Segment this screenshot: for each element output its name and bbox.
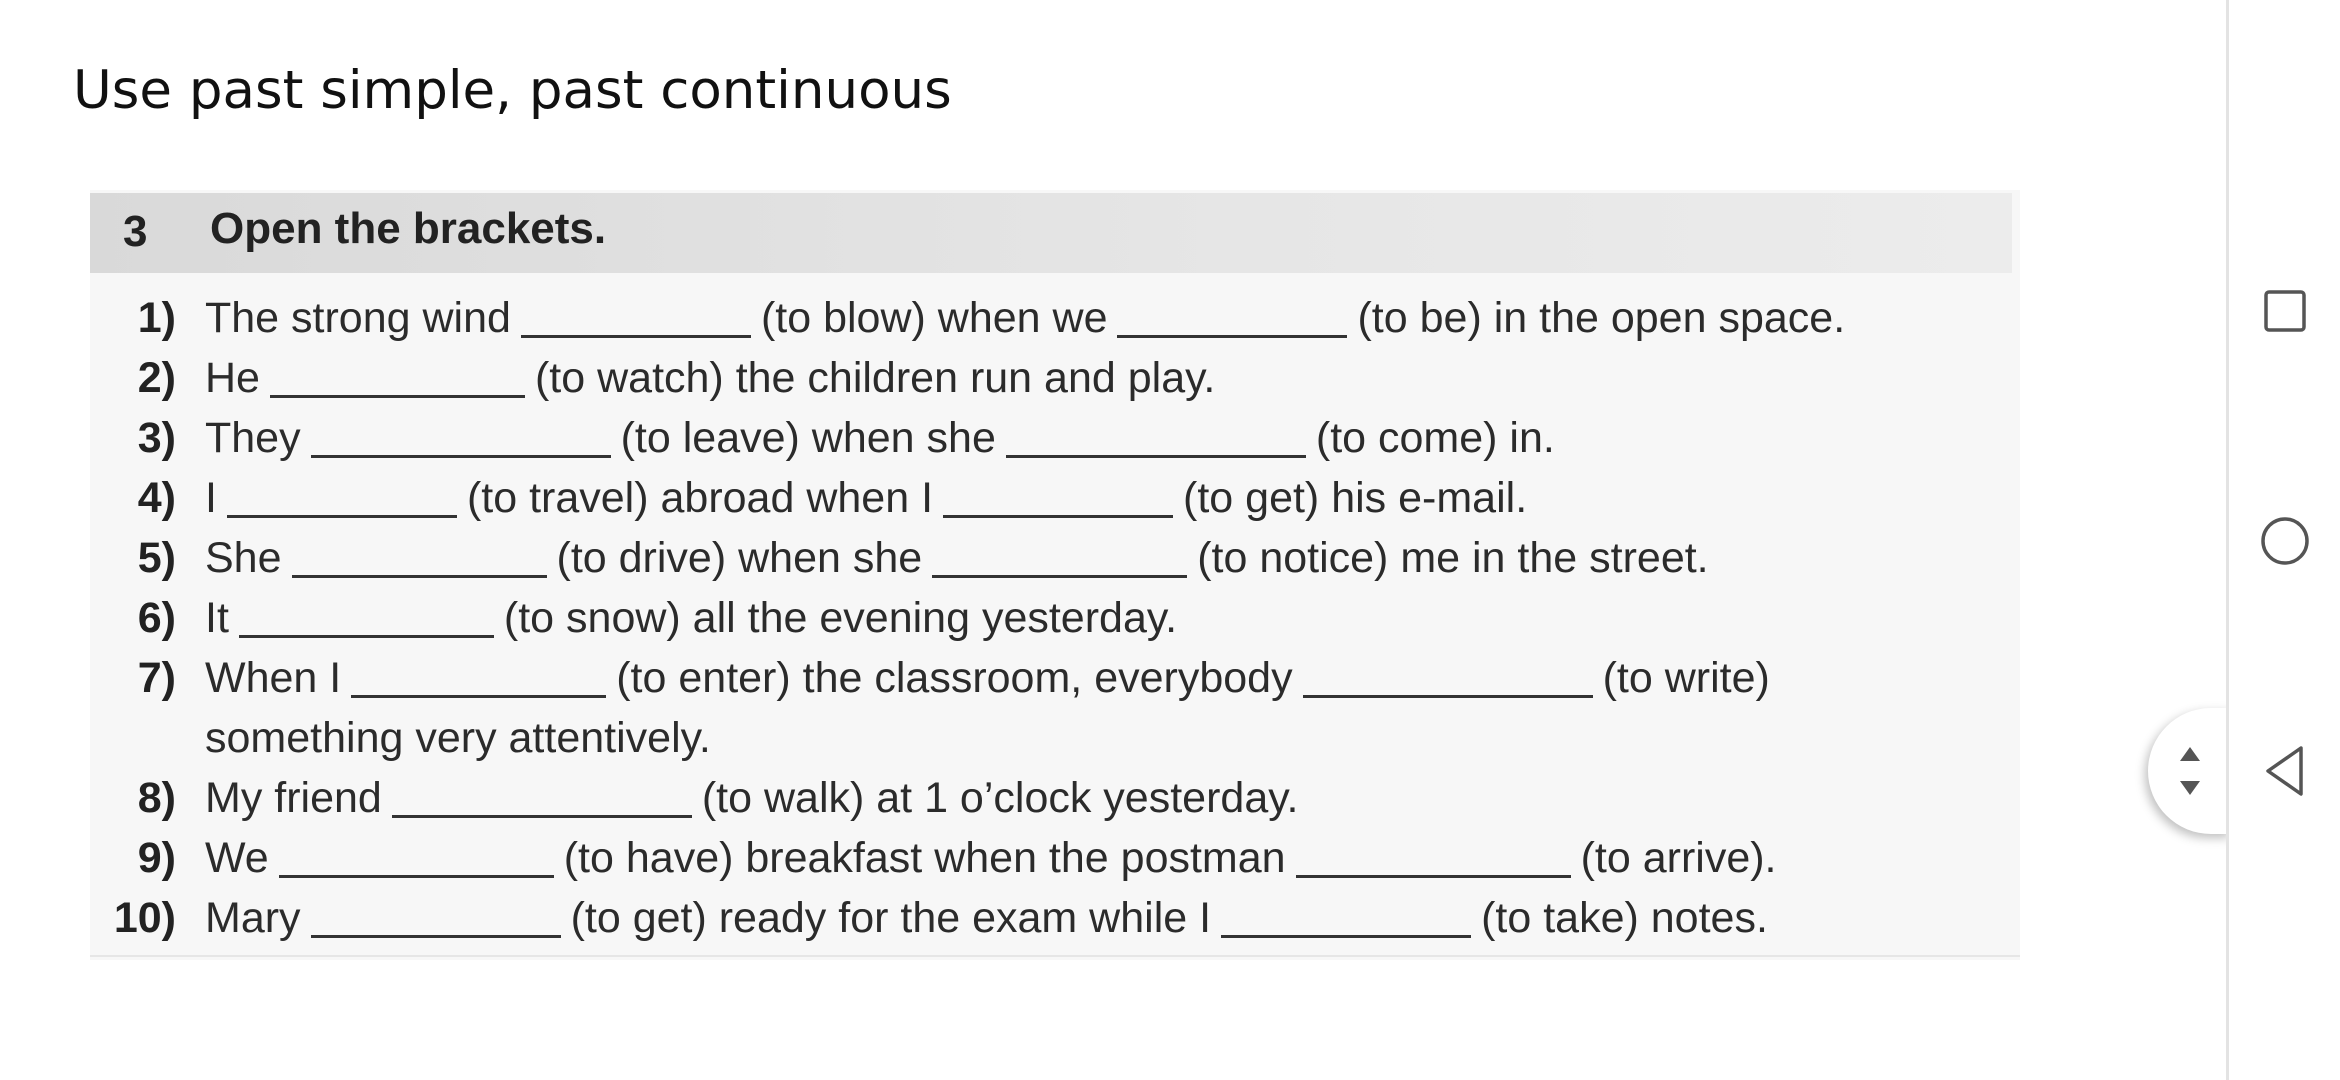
worksheet-image bbox=[90, 190, 2020, 960]
item-number: 6) bbox=[137, 594, 176, 642]
item-text: (to enter) the classroom, everybody bbox=[616, 654, 1293, 702]
answer-blank bbox=[1303, 665, 1593, 698]
item-text: (to come) in. bbox=[1315, 414, 1555, 462]
item-text: Mary bbox=[205, 894, 301, 942]
item-text: I bbox=[205, 474, 217, 522]
system-navigation-bar bbox=[2229, 0, 2340, 1080]
answer-blank bbox=[292, 545, 547, 578]
answer-blank bbox=[227, 485, 457, 518]
item-number: 9) bbox=[137, 834, 176, 882]
item-text: She bbox=[205, 534, 282, 582]
item-number: 4) bbox=[137, 474, 176, 522]
answer-blank bbox=[270, 365, 525, 398]
item-text: (to travel) abroad when I bbox=[466, 474, 934, 522]
item-text: My friend bbox=[205, 774, 382, 822]
item-number: 1) bbox=[137, 294, 176, 342]
instruction-text: Use past simple, past continuous bbox=[73, 60, 952, 121]
back-button[interactable] bbox=[2229, 726, 2340, 816]
item-text: (to drive) when she bbox=[556, 534, 923, 582]
recents-button[interactable] bbox=[2229, 266, 2340, 356]
item-text: When I bbox=[205, 654, 342, 702]
item-text: (to get) his e-mail. bbox=[1183, 474, 1528, 522]
exercise-number: 3 bbox=[123, 207, 148, 256]
item-text: (to get) ready for the exam while I bbox=[570, 894, 1212, 942]
item-number: 7) bbox=[137, 654, 176, 702]
item-text: (to watch) the children run and play. bbox=[534, 354, 1216, 402]
answer-blank bbox=[279, 845, 554, 878]
up-down-arrows-icon bbox=[2175, 743, 2205, 799]
answer-blank bbox=[1221, 905, 1471, 938]
item-text: (to have) breakfast when the postman bbox=[563, 834, 1286, 882]
item-text: (to arrive). bbox=[1580, 834, 1777, 882]
triangle-back-icon bbox=[2261, 743, 2309, 799]
item-text: something very attentively. bbox=[205, 714, 711, 762]
answer-blank bbox=[943, 485, 1173, 518]
item-text: (to walk) at 1 o’clock yesterday. bbox=[701, 774, 1299, 822]
item-text: (to write) bbox=[1602, 654, 1770, 702]
item-number: 3) bbox=[137, 414, 176, 462]
worksheet-bottom-edge bbox=[90, 955, 2020, 957]
circle-icon bbox=[2258, 514, 2312, 568]
item-text: The strong wind bbox=[205, 294, 511, 342]
item-text: (to snow) all the evening yesterday. bbox=[503, 594, 1178, 642]
item-text: We bbox=[205, 834, 269, 882]
exercise-title: Open the brackets. bbox=[210, 204, 607, 253]
item-text: It bbox=[205, 594, 229, 642]
answer-blank bbox=[311, 425, 611, 458]
answer-blank bbox=[521, 305, 751, 338]
item-text: He bbox=[205, 354, 260, 402]
answer-blank bbox=[1117, 305, 1347, 338]
item-text: They bbox=[205, 414, 301, 462]
exercise-header bbox=[90, 193, 2012, 273]
item-text: (to notice) me in the street. bbox=[1197, 534, 1709, 582]
answer-blank bbox=[239, 605, 494, 638]
item-text: (to be) in the open space. bbox=[1357, 294, 1846, 342]
square-icon bbox=[2262, 288, 2308, 334]
item-number: 10) bbox=[113, 894, 176, 942]
answer-blank bbox=[311, 905, 561, 938]
item-number: 2) bbox=[137, 354, 176, 402]
home-button[interactable] bbox=[2229, 496, 2340, 586]
answer-blank bbox=[392, 785, 692, 818]
answer-blank bbox=[1006, 425, 1306, 458]
item-number: 8) bbox=[137, 774, 176, 822]
answer-blank bbox=[1296, 845, 1571, 878]
item-text: (to take) notes. bbox=[1481, 894, 1768, 942]
item-number: 5) bbox=[137, 534, 176, 582]
answer-blank bbox=[351, 665, 606, 698]
item-text: (to blow) when we bbox=[760, 294, 1108, 342]
item-text: (to leave) when she bbox=[620, 414, 996, 462]
answer-blank bbox=[932, 545, 1187, 578]
